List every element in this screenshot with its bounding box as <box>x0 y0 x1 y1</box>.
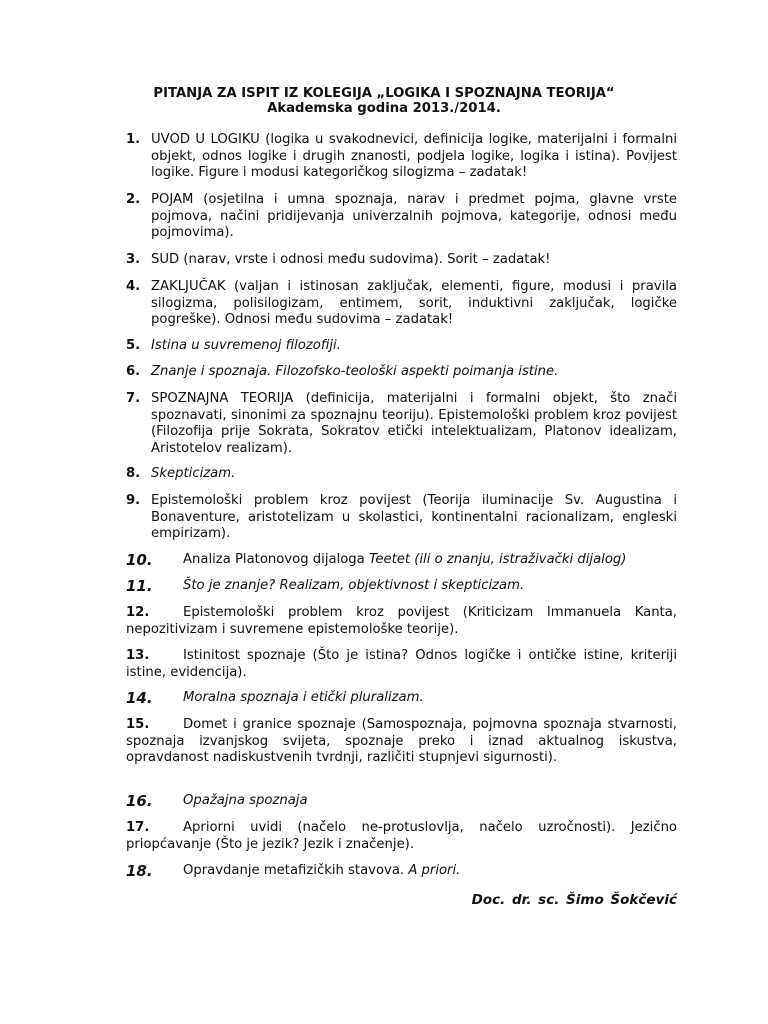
question-text-italic: A priori. <box>408 863 461 878</box>
question-number: 15. <box>126 717 150 732</box>
question-number: 12. <box>126 605 150 620</box>
question-text: Moralna spoznaja i etički pluralizam. <box>183 690 424 705</box>
question-text: UVOD U LOGIKU (logika u svakodnevici, definicija logike, materijalni i formalni objekt, odnos logike i drugih znanosti, podjela logike, logika i istina). Povijest logike. Figure i modusi kategoričkog silogizma – zadatak! <box>151 132 677 180</box>
question-text-part: Analiza Platonovog dijaloga <box>183 552 369 567</box>
question-text: SUD (narav, vrste i odnosi među sudovima). Sorit – zadatak! <box>151 252 551 267</box>
question-item <box>126 578 677 595</box>
question-number: 2. <box>126 192 141 207</box>
question-text: Epistemološki problem kroz povijest (Kriticizam Immanuela Kanta, nepozitivizam i suvremene epistemološke teorije). <box>126 605 677 637</box>
question-text <box>126 863 677 880</box>
question-item <box>126 717 677 767</box>
question-text: ZAKLJUČAK (valjan i istinosan zaključak, elementi, figure, modusi i pravila silogizma, polisilogizam, entimem, sorit, induktivni zaključak, logičke pogreške). Odnosi među sudovima – zadatak! <box>151 279 677 327</box>
question-number: 14. <box>126 689 153 707</box>
question-item <box>126 493 677 543</box>
question-number: 18. <box>126 862 153 880</box>
question-item <box>126 605 677 638</box>
question-item <box>126 648 677 681</box>
question-item <box>126 793 677 810</box>
question-text-part: Opravdanje metafizičkih stavova. <box>183 863 409 878</box>
question-text <box>126 552 677 569</box>
question-item <box>126 466 677 483</box>
question-text: Istina u suvremenoj filozofiji. <box>151 338 341 353</box>
question-item <box>126 338 677 355</box>
question-text: Što je znanje? Realizam, objektivnost i skepticizam. <box>183 578 525 593</box>
question-text: Epistemološki problem kroz povijest (Teorija iluminacije Sv. Augustina i Bonaventure, aristotelizam u skolastici, kontinentalni racionalizam, engleski empirizam). <box>151 493 677 541</box>
question-number: 9. <box>126 493 141 508</box>
question-text: Istinitost spoznaje (Što je istina? Odnos logičke i ontičke istine, kriteriji istine, evidencija). <box>126 648 677 680</box>
question-item <box>126 192 677 242</box>
question-number: 10. <box>126 551 153 569</box>
question-item <box>126 279 677 329</box>
question-number: 4. <box>126 279 141 294</box>
document-title <box>0 86 768 116</box>
question-item <box>126 391 677 457</box>
question-number: 7. <box>126 391 141 406</box>
question-item <box>126 552 677 569</box>
question-item <box>126 132 677 182</box>
question-item <box>126 863 677 880</box>
question-item <box>126 820 677 853</box>
question-item <box>126 690 677 707</box>
question-item <box>126 364 677 381</box>
question-text-italic: Teetet (ili o znanju, istraživački dijalog) <box>368 552 627 567</box>
question-text: SPOZNAJNA TEORIJA (definicija, materijalni i formalni objekt, što znači spoznavati, sinonimi za spoznajnu teoriju). Epistemološki problem kroz povijest (Filozofija prije Sokrata, Sokratov etički intelektualizam, Platonov idealizam, Aristotelov realizam). <box>151 391 677 456</box>
question-number: 17. <box>126 820 150 835</box>
question-number: 13. <box>126 648 150 663</box>
question-number: 1. <box>126 132 141 147</box>
question-text: Skepticizam. <box>151 466 236 481</box>
question-text: Opažajna spoznaja <box>183 793 308 808</box>
question-number: 16. <box>126 792 153 810</box>
question-item <box>126 252 677 269</box>
question-text: POJAM (osjetilna i umna spoznaja, narav i predmet pojma, glavne vrste pojmova, načini pridijevanja univerzalnih pojmova, kategorije, odnosi među pojmovima). <box>151 192 677 240</box>
question-number: 3. <box>126 252 141 267</box>
question-number: 5. <box>126 338 141 353</box>
question-number: 11. <box>126 577 153 595</box>
title-line-1: PITANJA ZA ISPIT IZ KOLEGIJA „LOGIKA I SPOZNAJNA TEORIJA“ <box>153 86 615 101</box>
question-number: 8. <box>126 466 141 481</box>
question-text: Znanje i spoznaja. Filozofsko-teološki aspekti poimanja istine. <box>151 364 559 379</box>
author-signature: Doc. dr. sc. Šimo Šokčević <box>471 892 677 908</box>
question-text: Apriorni uvidi (načelo ne-protuslovlja, načelo uzročnosti). Jezično priopćavanje (Što je jezik? Jezik i značenje). <box>126 820 677 852</box>
question-text: Domet i granice spoznaje (Samospoznaja, pojmovna spoznaja stvarnosti, spoznaja izvanjskog svijeta, spoznaje preko i iznad aktualnog iskustva, opravdanost nadiskustvenih tvrdnji, različiti stupnjevi sigurnosti). <box>126 717 677 765</box>
question-number: 6. <box>126 364 141 379</box>
title-line-2: Akademska godina 2013./2014. <box>267 101 501 116</box>
